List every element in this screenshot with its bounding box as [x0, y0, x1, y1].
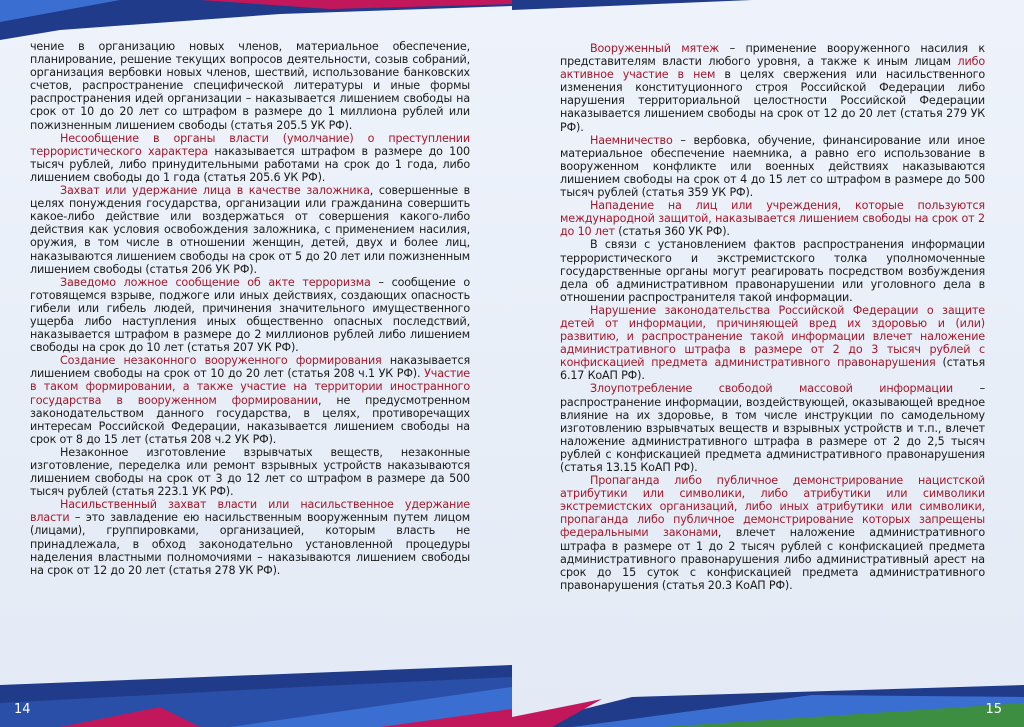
paragraph — [30, 498, 470, 577]
highlighted-term: Пропаганда либо публичное демонстрирование нацистской атрибутики или символики, либо атрибутики или символики экстремистских организаций, либо иных атрибутики или символики, пропаганда либо публичное демонстрирование которых запрещены федеральными законами — [560, 474, 985, 540]
paragraph-text: В связи с установлением фактов распространения информации террористического и экстремистского толка уполномоченные государственные органы могут реагировать посредством возбуждения дела об административном правонарушении или уголовного дела в отношении распространителя такой информации. — [560, 238, 985, 304]
highlighted-term: Вооруженный мятеж — [590, 42, 720, 55]
highlighted-term: Создание незаконного вооруженного формирования — [60, 354, 382, 368]
paragraph-text: , не предусмотренном законодательством данного государства, в целях, противоречащих интересам Российской Федерации, наказывается лишением свободы на срок от 8 до 15 лет (статья 208 ч.2 УК РФ). — [30, 393, 470, 446]
paragraph-text: – сообщение о готовящемся взрыве, поджоге или иных действиях, создающих опасность гибели или гибель людей, причинения значительного имущественного ущерба либо наступления иных общественно опасных последствий, наказывается штрафом в размере до 2 миллионов рублей либо лишением свободы на срок до 10 лет (статья 207 УК РФ). — [30, 275, 471, 355]
paragraph-text: – применение вооруженного насилия к представителям власти любого уровня, а также к иным лицам — [560, 42, 985, 69]
left-text-column — [30, 40, 470, 577]
paragraph — [560, 199, 985, 238]
paragraph-text: в целях свержения или насильственного изменения конституционного строя Российской Федерации либо нарушения территориальной целостности Российской Федерации наказывается лишением свободы на срок от 12 до 20 лет (статья 279 УК РФ). — [560, 68, 985, 134]
highlighted-term: Нарушение законодательства Российской Федерации о защите детей от информации, причиняющей вред их здоровью и (или) развитию, и распространение такой информации влечет наложение административного штрафа в размере от 2 до 3 тысяч рублей с конфискацией предмета административного правонарушения — [560, 303, 985, 370]
paragraph — [560, 134, 985, 199]
highlighted-term: Захват или удержание лица в качестве заложника — [60, 184, 370, 198]
right-bottom-decoration — [512, 657, 1024, 727]
paragraph-text: – распространение информации, воздействующей, оказывающей вредное влияние на их здоровье, в том числе инструкции по самодельному изготовлению взрывчатых веществ и взрывных устройств и т.п., влечет наложение административного штрафа в размере от 2 до 2,5 тысяч рублей с конфискацией предмета административного правонарушения (статья 13.15 КоАП РФ). — [560, 382, 986, 474]
paragraph-text: , влечет наложение административного штрафа в размере от 1 до 2 тысяч рублей с конфискацией предмета административного правонарушения либо административный арест на срок до 15 суток с конфискацией предмета административного правонарушения (статья 20.3 КоАП РФ). — [560, 526, 985, 592]
paragraph-text: (статья 6.17 КоАП РФ). — [560, 356, 985, 383]
highlighted-term: Наемничество — [590, 133, 673, 147]
paragraph — [560, 474, 985, 592]
paragraph-text: – это завладение ею насильственным вооруженным путем лицом (лицами), группировками, организацией, которым власть не принадлежала, в обход законодательно установленной процедуры наделения властными полномочиями – наказываются лишением свободы на срок от 12 до 20 лет (статья 278 УК РФ). — [30, 511, 470, 577]
right-text-column — [560, 42, 985, 592]
paragraph — [560, 382, 985, 474]
paragraph — [30, 40, 470, 132]
highlighted-term: либо активное участие в нем — [560, 55, 985, 82]
paragraph-text: чение в организацию новых членов, материальное обеспечение, планирование, решение текущих вопросов деятельности, созыв собраний, организация вербовки новых членов, шествий, использование банковских счетов, распространение специфической литературы и иные формы распространения идей организации – наказывается лишением свободы на срок от 10 до 20 лет со штрафом в размере до 1 миллиона рублей или пожизненным лишением свободы (статья 205.5 УК РФ). — [30, 40, 470, 132]
paragraph — [30, 354, 470, 446]
page-number-left: 14 — [14, 702, 31, 717]
left-top-decoration — [0, 0, 512, 40]
highlighted-term: Заведомо ложное сообщение об акте терроризма — [60, 275, 371, 289]
paragraph — [30, 276, 470, 355]
highlighted-term: Участие в таком формировании, а также участие на территории иностранного государства в вооруженном формировании — [30, 367, 470, 407]
paragraph — [30, 184, 470, 276]
page-number-right: 15 — [985, 702, 1002, 717]
paragraph-text: Незаконное изготовление взрывчатых веществ, незаконные изготовление, переделка или ремонт взрывных устройств наказываются лишением свободы на срок от 3 до 12 лет со штрафом в размере да 500 тысяч рублей (статья 223.1 УК РФ). — [30, 445, 470, 499]
paragraph-text: , совершенные в целях понуждения государства, организации или гражданина совершить какое-либо действие или воздержаться от совершения какого-либо действия как условия освобождения заложника, с применением насилия, оружия, в том числе в отношении женщин, детей, двух и более лиц, наказываются лишением свободы на срок от 5 до 20 лет или пожизненным лишением свободы (статья 206 УК РФ). — [30, 184, 471, 276]
paragraph-text: – вербовка, обучение, финансирование или иное материальное обеспечение наемника, а равно его использование в вооруженном конфликте или военных действиях наказываются лишением свободы на срок от 4 до 15 лет со штрафом в размере до 500 тысяч рублей (статья 359 УК РФ). — [560, 133, 985, 200]
highlighted-term: Несообщение в органы власти (умолчание) о преступлении террористического характера — [30, 131, 470, 158]
highlighted-term: Насильственный захват власти или насильственное удержание власти — [30, 498, 470, 525]
paragraph-text: наказывается лишением свободы на срок от 10 до 20 лет (статья 208 ч.1 УК РФ). — [30, 354, 470, 381]
paragraph-text: наказывается штрафом в размере до 100 тысяч рублей, либо принудительными работами на срок до 1 года, либо лишением свободы до 1 года (статья 205.6 УК РФ). — [30, 144, 470, 184]
paragraph — [560, 304, 985, 383]
paragraph-text: (статья 360 УК РФ). — [614, 225, 730, 239]
paragraph — [560, 42, 985, 134]
highlighted-term: Злоупотребление свободой массовой информации — [590, 382, 954, 396]
highlighted-term: Нападение на лиц или учреждения, которые пользуются международной защитой, наказывается лишением свободы на срок от 2 до 10 лет — [560, 199, 985, 239]
paragraph — [30, 132, 470, 184]
left-bottom-decoration — [0, 657, 512, 727]
paragraph — [560, 238, 985, 303]
paragraph — [30, 446, 470, 498]
right-top-decoration — [512, 0, 1024, 40]
